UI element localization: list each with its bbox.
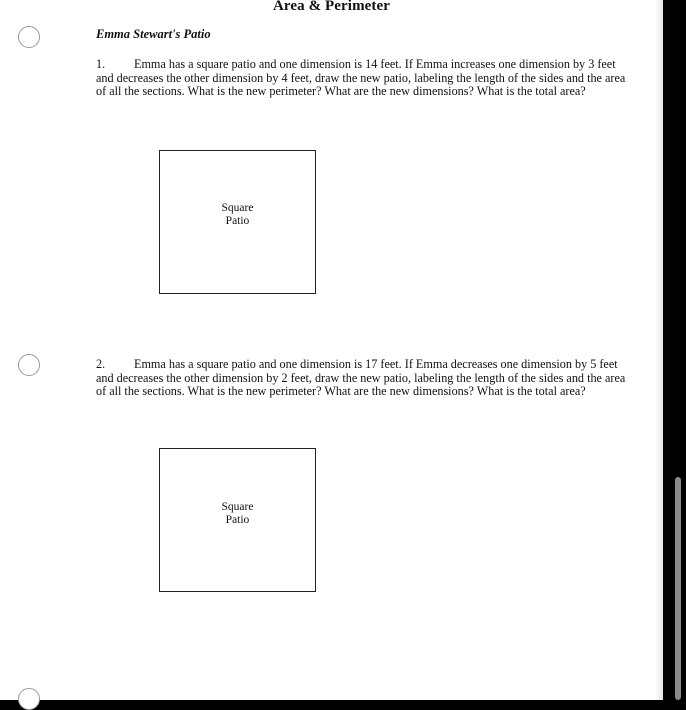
patio-label-1: [160, 202, 315, 228]
patio-label-2-line2: Patio: [225, 514, 250, 526]
problem-1-text: Emma has a square patio and one dimension is 14 feet. If Emma increases one dimension by 3 feet and decreases the other dimension by 4 feet, draw the new patio, labeling the length of the sides and the area of all the sections. What is the new perimeter? What are the new dimensions? What is the total area?: [96, 57, 626, 99]
patio-label-1-line2: Patio: [225, 215, 250, 227]
problem-2: [96, 358, 636, 399]
worksheet-subtitle: Emma Stewart's Patio: [96, 27, 211, 41]
binder-hole-middle: [18, 354, 40, 376]
scrollbar-thumb[interactable]: [675, 477, 681, 700]
patio-label-2-line1: Square: [221, 501, 254, 513]
page-title: Area & Perimeter: [272, 0, 391, 14]
problem-2-text: Emma has a square patio and one dimension is 17 feet. If Emma decreases one dimension by 5 feet and decreases the other dimension by 2 feet, draw the new patio, labeling the length of the sides and the area of all the sections. What is the new perimeter? What are the new dimensions? What is the total area?: [96, 357, 626, 399]
binder-hole-bottom: [18, 688, 40, 710]
page-edge-shadow: [655, 0, 663, 700]
square-patio-figure-2: [159, 448, 316, 592]
problem-2-number: 2.: [96, 357, 106, 371]
square-patio-figure-1: [159, 150, 316, 294]
problem-1-number: 1.: [96, 57, 106, 71]
problem-1: [96, 58, 636, 99]
patio-label-1-line1: Square: [221, 202, 254, 214]
binder-hole-top: [18, 26, 40, 48]
patio-label-2: [160, 501, 315, 527]
